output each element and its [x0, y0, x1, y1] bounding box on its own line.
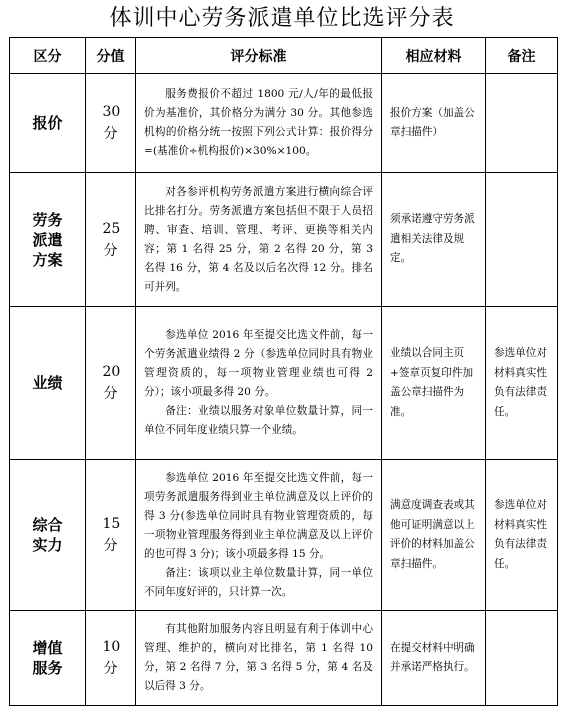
row-note: 参选单位对材料真实性负有法律责任。: [486, 460, 558, 611]
scoring-table: [9, 37, 558, 706]
row-category: 劳务派遣方案: [10, 173, 86, 307]
table-row: [10, 74, 558, 173]
row-note: [486, 173, 558, 307]
row-score: 30分: [86, 74, 136, 173]
row-note: [486, 611, 558, 706]
row-criteria: 服务费报价不超过 1800 元/人/年的最低报价为基准价，其价格分为满分 30 分。其他参选机构的价格分统一按照下列公式计算：报价得分=(基准价÷机构报价)×30%×100。: [136, 74, 382, 173]
row-criteria: 对各参评机构劳务派遣方案进行横向综合评比排名打分。劳务派遣方案包括但不限于人员招聘、审查、培训、管理、考评、更换等相关内容；第 1 名得 25 分，第 2 名得 20 分，第 3 名得 16 分，第 4 名及以后名次得 12 分。排名可并列。: [136, 173, 382, 307]
row-category: 综合实力: [10, 460, 86, 611]
row-score: 25分: [86, 173, 136, 307]
row-score: 20分: [86, 307, 136, 460]
header-note: 备注: [486, 38, 558, 74]
row-score: 10分: [86, 611, 136, 706]
header-materials: 相应材料: [382, 38, 486, 74]
row-category: 增值服务: [10, 611, 86, 706]
page-title: 体训中心劳务派遣单位比选评分表: [109, 6, 455, 31]
header-criteria: 评分标准: [136, 38, 382, 74]
header-score: 分值: [86, 38, 136, 74]
row-category: 业绩: [10, 307, 86, 460]
table-header-row: [10, 38, 558, 74]
row-materials: 在提交材料中明确并承诺严格执行。: [382, 611, 486, 706]
row-materials: 报价方案（加盖公章扫描件）: [382, 74, 486, 173]
row-score: 15分: [86, 460, 136, 611]
row-materials: 业绩以合同主页+签章页复印件加盖公章扫描件为准。: [382, 307, 486, 460]
row-criteria: 参选单位 2016 年至提交比选文件前，每一个劳务派遣业绩得 2 分（参选单位同时具有物业管理资质的，每一项物业管理业绩也可得 2 分）；该小项最多得 20 分。 备注：业绩以服务对象单位数量计算，同一单位不同年度业绩只算一个业绩。: [136, 307, 382, 460]
header-category: 区分: [10, 38, 86, 74]
table-row: [10, 460, 558, 611]
row-criteria: 参选单位 2016 年至提交比选文件前，每一项劳务派遣服务得到业主单位满意及以上评价的得 3 分(参选单位同时具有物业管理资质的，每一项物业管理服务得到业主单位满意及以上评价的也可得 3 分)；该小项最多得 15 分。 备注：该项以业主单位数量计算，同一单位不同年度好评的，只计算一次。: [136, 460, 382, 611]
table-row: [10, 173, 558, 307]
row-note: 参选单位对材料真实性负有法律责任。: [486, 307, 558, 460]
row-materials: 须承诺遵守劳务派遣相关法律及规定。: [382, 173, 486, 307]
row-materials: 满意度调查表或其他可证明满意以上评价的材料加盖公章扫描件。: [382, 460, 486, 611]
row-criteria: 有其他附加服务内容且明显有利于体训中心管理、维护的，横向对比排名，第 1 名得 10 分，第 2 名得 7 分，第 3 名得 5 分，第 4 名及以后得 3 分。: [136, 611, 382, 706]
table-row: [10, 307, 558, 460]
row-note: [486, 74, 558, 173]
table-row: [10, 611, 558, 706]
row-category: 报价: [10, 74, 86, 173]
